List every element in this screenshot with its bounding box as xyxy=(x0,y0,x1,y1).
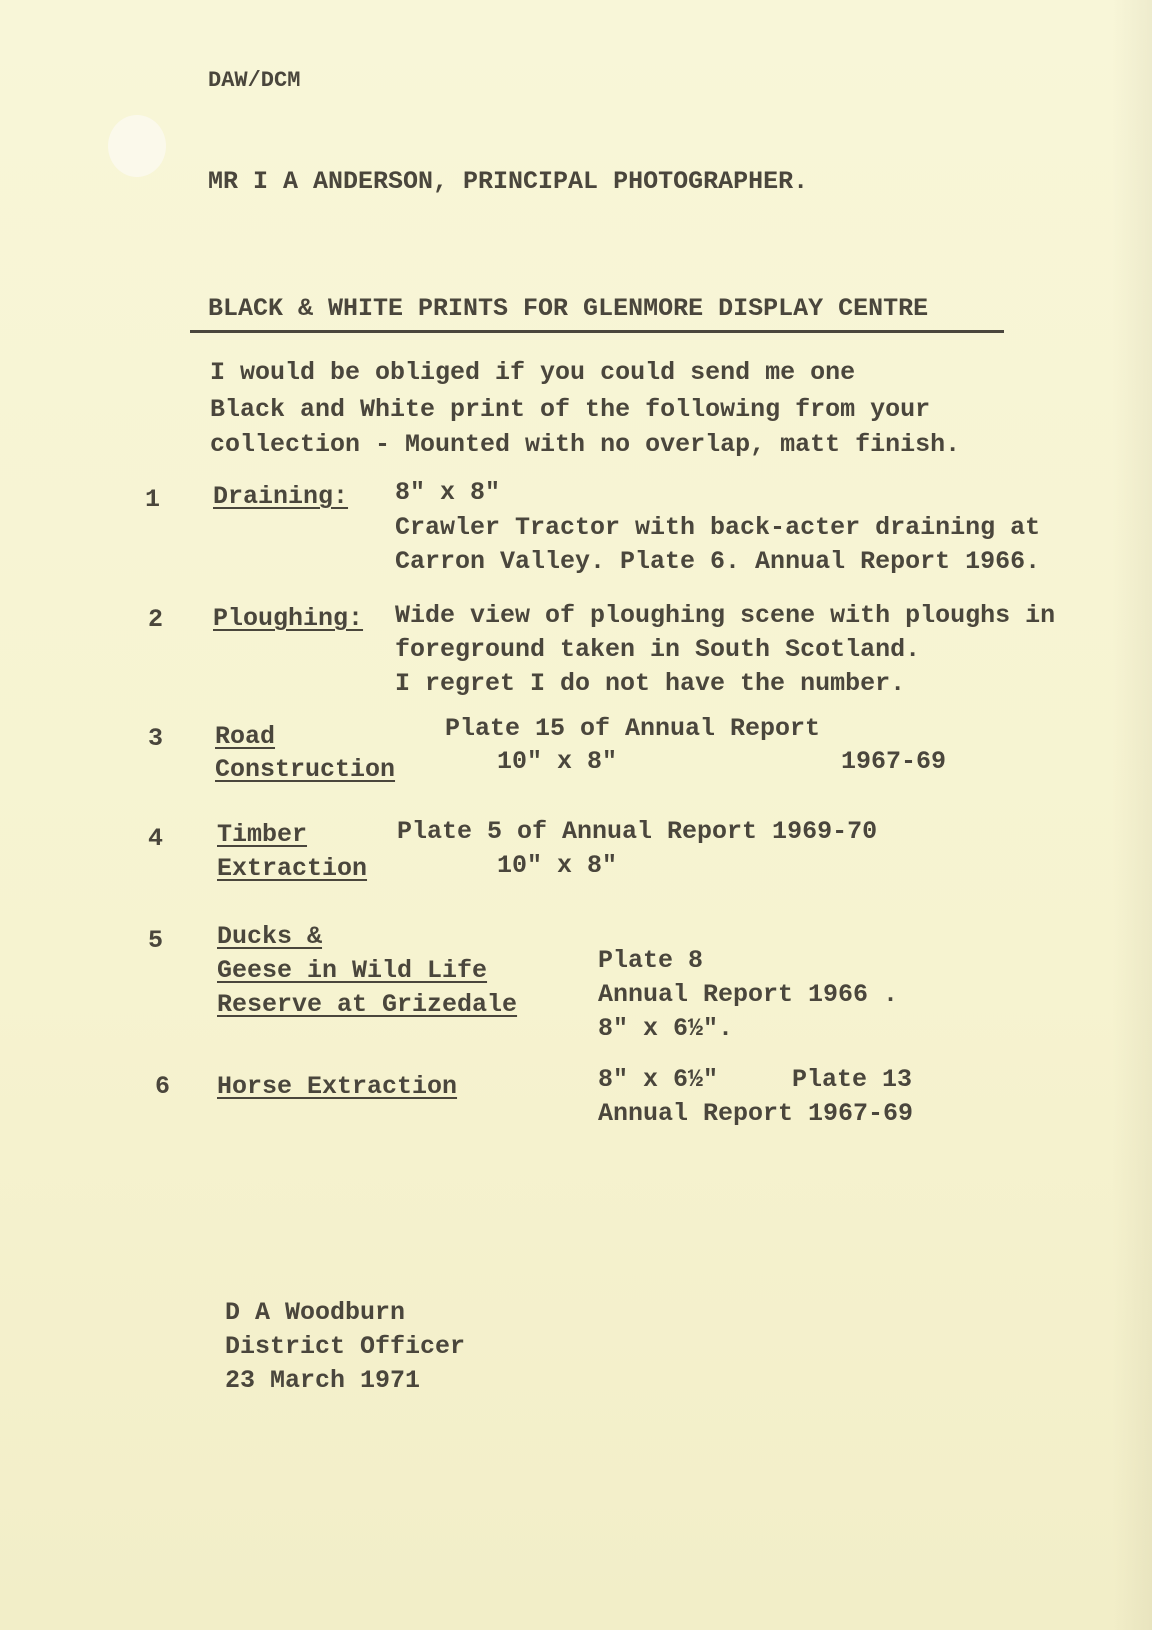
item-title-ploughing: Ploughing: xyxy=(213,604,364,633)
item-number-1: 1 xyxy=(145,485,161,514)
item-number-3: 3 xyxy=(148,724,164,753)
signature-title: District Officer xyxy=(225,1332,466,1361)
punch-hole xyxy=(108,115,166,177)
item-3-size: 10" x 8" xyxy=(497,747,618,776)
item-5-size: 8" x 6½". xyxy=(598,1014,734,1043)
subject-heading: BLACK & WHITE PRINTS FOR GLENMORE DISPLAY CENTRE xyxy=(208,294,929,323)
item-6-report: Annual Report 1967-69 xyxy=(598,1099,914,1128)
item-title-ducks: Ducks & xyxy=(217,922,323,951)
item-5-report: Annual Report 1966 . xyxy=(598,980,899,1009)
recipient-line: MR I A ANDERSON, PRINCIPAL PHOTOGRAPHER. xyxy=(208,167,809,196)
item-2-detail-1: Wide view of ploughing scene with ploughs in xyxy=(395,601,1056,630)
item-1-size: 8" x 8" xyxy=(395,478,501,507)
signature-name: D A Woodburn xyxy=(225,1298,406,1327)
item-1-detail-2: Carron Valley. Plate 6. Annual Report 1966. xyxy=(395,547,1041,576)
item-4-plate: Plate 5 of Annual Report 1969-70 xyxy=(397,817,878,846)
item-2-detail-2: foreground taken in South Scotland. xyxy=(395,635,921,664)
item-title-road: Road xyxy=(215,722,276,751)
item-3-years: 1967-69 xyxy=(841,747,947,776)
item-title-draining: Draining: xyxy=(213,482,349,511)
item-number-6: 6 xyxy=(155,1072,171,1101)
item-title-construction: Construction xyxy=(215,755,396,784)
memo-date: 23 March 1971 xyxy=(225,1366,421,1395)
item-title-horse-extraction: Horse Extraction xyxy=(217,1072,458,1101)
item-4-size: 10" x 8" xyxy=(497,851,618,880)
item-2-detail-3: I regret I do not have the number. xyxy=(395,669,906,698)
item-number-4: 4 xyxy=(148,824,164,853)
item-5-plate: Plate 8 xyxy=(598,946,704,975)
item-title-timber: Timber xyxy=(217,820,308,849)
intro-line-1: I would be obliged if you could send me one xyxy=(210,358,856,387)
intro-line-2: Black and White print of the following from your xyxy=(210,395,931,424)
item-title-extraction: Extraction xyxy=(217,854,368,883)
reference-code: DAW/DCM xyxy=(208,68,301,93)
item-6-size: 8" x 6½" xyxy=(598,1065,719,1094)
item-title-reserve: Reserve at Grizedale xyxy=(217,990,518,1019)
item-title-geese: Geese in Wild Life xyxy=(217,956,488,985)
intro-line-3: collection - Mounted with no overlap, matt finish. xyxy=(210,430,961,459)
item-1-detail-1: Crawler Tractor with back-acter draining at xyxy=(395,513,1041,542)
item-3-plate: Plate 15 of Annual Report xyxy=(445,714,821,743)
item-6-plate: Plate 13 xyxy=(792,1065,913,1094)
item-number-2: 2 xyxy=(148,605,164,634)
item-number-5: 5 xyxy=(148,926,164,955)
subject-underline xyxy=(190,330,1004,333)
